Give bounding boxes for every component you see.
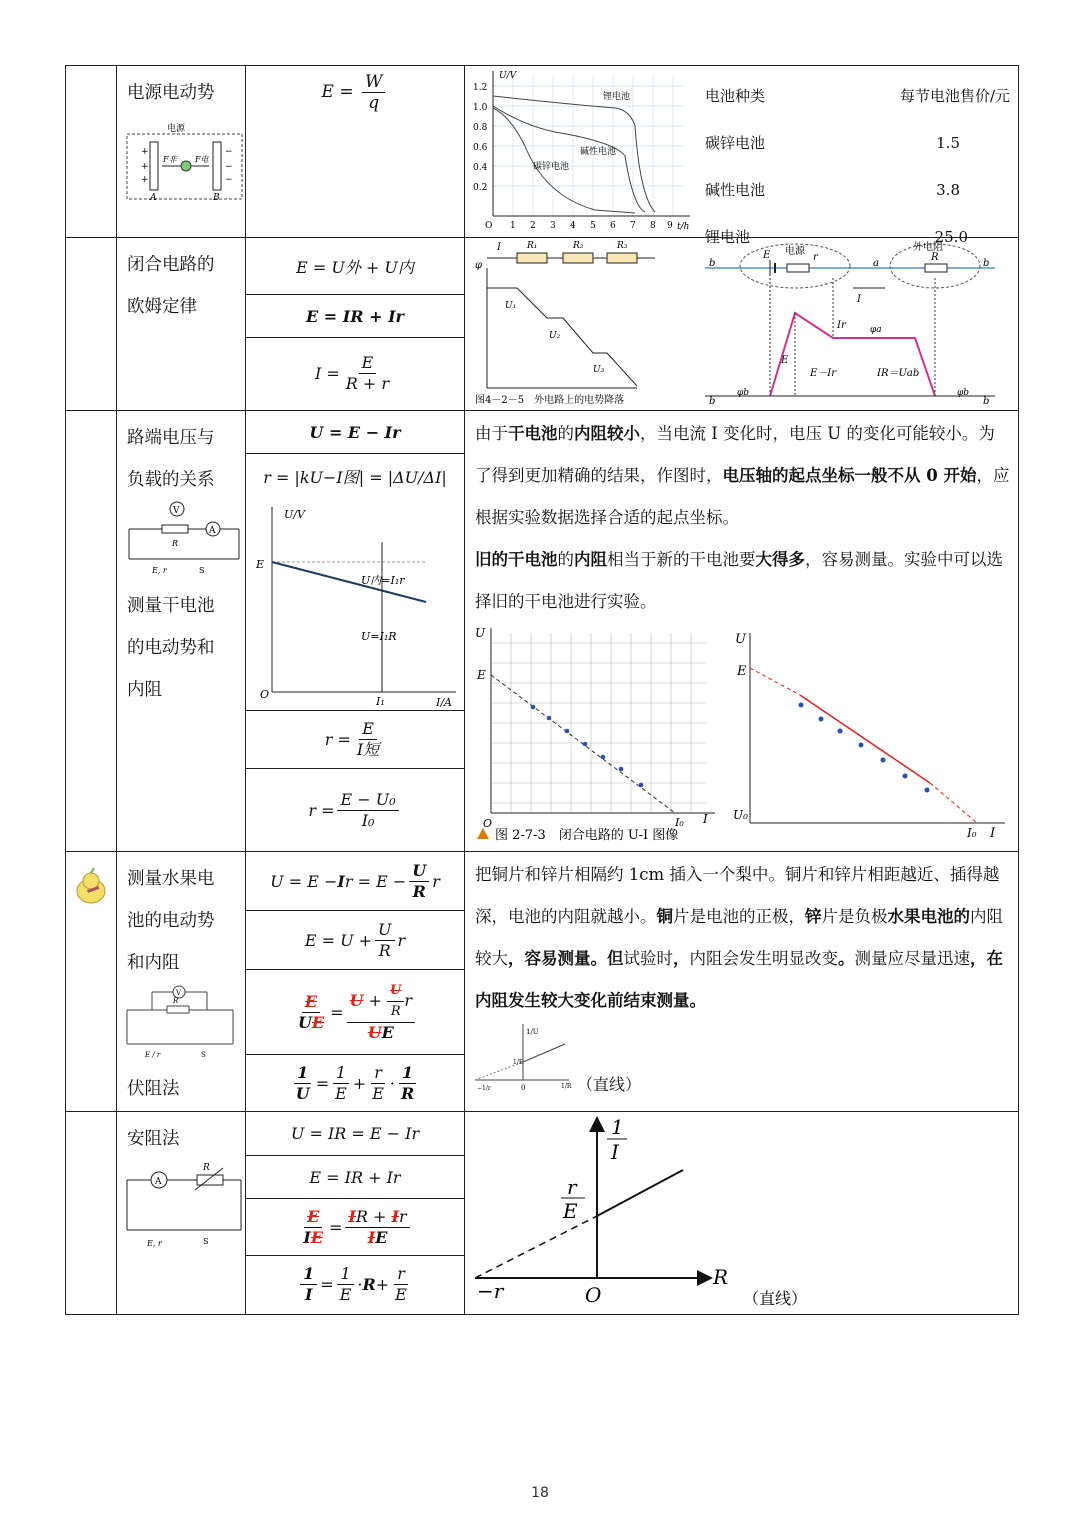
- formula-u-ir: U = IR = E − Ir: [246, 1112, 464, 1156]
- name-cell: [117, 66, 246, 238]
- svg-text:φ: φ: [475, 260, 483, 271]
- row-subtitle: 测量干电池 的电动势和 内阻: [127, 596, 215, 700]
- svg-text:−: −: [225, 162, 233, 172]
- svg-text:+: +: [141, 147, 149, 157]
- ui-line-graph: [246, 502, 462, 707]
- ui-grid-graphs: [465, 623, 1015, 841]
- formula-ratio-struck: $\frac{E}{IE}$ = $\frac{IR + Ir}{IE}$: [246, 1199, 464, 1256]
- battery-table-row: 锂电池 25.0: [705, 227, 968, 246]
- ui-graph-cell: [246, 454, 464, 711]
- svg-text:U/V: U/V: [499, 71, 517, 81]
- svg-text:E: E: [563, 1199, 578, 1223]
- svg-text:9: 9: [667, 221, 673, 231]
- svg-text:8: 8: [650, 221, 656, 231]
- line-note: （直线）: [577, 1075, 642, 1094]
- svg-text:R: R: [203, 1163, 210, 1173]
- svg-text:−1/r: −1/r: [477, 1085, 491, 1092]
- formula-slope: r = |kU−I图| = |ΔU/ΔI|: [263, 468, 447, 487]
- svg-text:U: U: [735, 632, 746, 647]
- svg-text:外电阻: 外电阻: [913, 242, 943, 253]
- svg-text:电源: 电源: [167, 124, 186, 134]
- svg-text:I: I: [857, 294, 861, 305]
- formula-cell: [246, 411, 465, 852]
- line-note: （直线）: [743, 1289, 808, 1308]
- svg-text:r: r: [813, 252, 818, 263]
- svg-text:S: S: [201, 1051, 206, 1059]
- formula-reciprocal-i: $\frac{1}{I}$ = $\frac{1}{E}$ · R + $\frac{r}{E}$: [246, 1256, 464, 1312]
- svg-text:A: A: [155, 1177, 162, 1187]
- svg-text:R: R: [713, 1265, 729, 1289]
- svg-text:5: 5: [590, 221, 596, 231]
- svg-text:R₃: R₃: [617, 241, 628, 251]
- svg-text:S: S: [203, 1237, 209, 1246]
- svg-text:+: +: [141, 175, 149, 185]
- name-cell: [117, 852, 246, 1112]
- icon-cell: [66, 66, 117, 238]
- formula-u-terminal: U = E − I r = E − $\frac{U}{R}$ r: [246, 852, 464, 911]
- svg-text:U₁: U₁: [505, 301, 517, 311]
- svg-text:V: V: [176, 989, 182, 997]
- svg-text:碱性电池: 碱性电池: [580, 147, 617, 157]
- icon-cell: [66, 1112, 117, 1315]
- name-cell: [117, 238, 246, 411]
- formula-reciprocal-u: $\frac{1}{U}$ = $\frac{1}{E}$ + $\frac{r}{E}$ · $\frac{1}{R}$: [295, 1062, 415, 1103]
- svg-text:b: b: [983, 396, 990, 406]
- svg-text:1/R: 1/R: [561, 1083, 572, 1090]
- svg-text:a: a: [873, 258, 879, 269]
- voltmeter-resistor-circuit: [117, 984, 243, 1064]
- formula-emf-sum: E = U外 + U内: [246, 238, 464, 295]
- svg-text:b: b: [983, 258, 990, 269]
- svg-text:E: E: [763, 250, 771, 261]
- svg-text:R: R: [931, 252, 939, 263]
- icon-cell: [66, 411, 117, 852]
- svg-text:−: −: [225, 175, 233, 185]
- summary-table: [65, 65, 1019, 1315]
- name-cell: [117, 1112, 246, 1315]
- formula-cell: [246, 1112, 465, 1315]
- svg-text:1/U: 1/U: [526, 1028, 539, 1036]
- svg-text:E / r: E / r: [145, 1051, 161, 1059]
- formula-cell: [246, 66, 465, 238]
- battery-table-row: 碱性电池 3.8: [705, 180, 960, 199]
- svg-text:1: 1: [611, 1115, 624, 1139]
- svg-text:锂电池: 锂电池: [603, 92, 631, 102]
- svg-text:−: −: [225, 147, 233, 157]
- svg-text:φb: φb: [737, 388, 750, 398]
- dry-cell-text-2: 旧的干电池的内阻相当于新的干电池要大得多，容易测量。实验中可以选择旧的干电池进行实验。: [475, 550, 1003, 611]
- icon-cell: [66, 238, 117, 411]
- battery-price-table: [705, 72, 1010, 260]
- svg-text:F电: F电: [195, 155, 209, 164]
- svg-text:I/A: I/A: [436, 696, 452, 707]
- svg-text:图4－2－5 外电路上的电势降落: 图4－2－5 外电路上的电势降落: [475, 395, 625, 406]
- svg-text:+: +: [141, 162, 149, 172]
- ammeter-resistor-circuit: [117, 1160, 243, 1250]
- svg-text:0.2: 0.2: [473, 183, 488, 193]
- row-title: 安阻法: [127, 1129, 180, 1149]
- svg-text:1: 1: [510, 221, 516, 231]
- svg-text:4: 4: [570, 221, 576, 231]
- dry-cell-text-1: 由于干电池的内阻较小，当电流 I 变化时，电压 U 的变化可能较小。为了得到更加精确的结果，作图时，电压轴的起点坐标一般不从 0 开始，应根据实验数据选择合适的起点坐标。: [475, 424, 1010, 527]
- svg-text:碳锌电池: 碳锌电池: [533, 162, 570, 172]
- potential-drop-figures: [465, 238, 1017, 406]
- icon-cell: [66, 852, 117, 1112]
- voltmeter-circuit-diagram: [117, 501, 243, 581]
- svg-text:U: U: [475, 626, 486, 640]
- svg-text:R₁: R₁: [527, 241, 538, 251]
- figure-cell: [465, 411, 1019, 852]
- svg-text:V: V: [173, 506, 180, 516]
- row-title: 路端电压与 负载的关系: [127, 428, 215, 490]
- inverse-u-graph-wrap: [465, 1022, 1018, 1102]
- svg-text:R: R: [173, 997, 179, 1005]
- svg-text:O: O: [483, 817, 493, 830]
- svg-text:A: A: [209, 526, 216, 536]
- svg-text:I: I: [611, 1140, 619, 1164]
- svg-text:7: 7: [630, 221, 636, 231]
- formula-e-current: E = IR + Ir: [246, 1156, 464, 1199]
- page-number: 18: [531, 1485, 549, 1501]
- svg-text:A: A: [150, 193, 157, 203]
- inverse-u-graph: [473, 1022, 573, 1102]
- name-cell: [117, 411, 246, 852]
- formula-e-voltage: E = U + $\frac{U}{R}$ r: [246, 911, 464, 970]
- figure-cell: [465, 238, 1019, 411]
- formula-current: I = $\frac{E}{R + r}$: [314, 352, 390, 393]
- battery-table-header: 电池种类 每节电池售价/元: [705, 87, 1010, 105]
- svg-text:R: R: [172, 539, 179, 548]
- svg-text:b: b: [709, 258, 716, 269]
- svg-text:B: B: [213, 193, 220, 203]
- svg-text:U₃: U₃: [593, 365, 605, 375]
- svg-text:0.6: 0.6: [473, 143, 488, 153]
- svg-text:R₂: R₂: [573, 241, 584, 251]
- svg-text:0.8: 0.8: [473, 123, 488, 133]
- pear-icon: [71, 866, 111, 906]
- battery-discharge-graph: [465, 66, 705, 231]
- svg-text:6: 6: [610, 221, 616, 231]
- row-title: 电源电动势: [127, 83, 215, 103]
- svg-text:U₂: U₂: [549, 331, 561, 341]
- svg-text:−r: −r: [477, 1279, 504, 1303]
- formula-cell: [246, 852, 465, 1112]
- svg-text:φb: φb: [957, 388, 970, 398]
- svg-text:O: O: [260, 688, 270, 701]
- svg-text:1.2: 1.2: [473, 83, 488, 93]
- svg-text:S: S: [199, 566, 205, 575]
- svg-text:1/E: 1/E: [513, 1059, 524, 1066]
- svg-text:IR＝Uab: IR＝Uab: [877, 368, 920, 379]
- formula-short-circuit: r = $\frac{E}{\text{I短}}$: [246, 711, 464, 769]
- fruit-cell-text: 把铜片和锌片相隔约 1cm 插入一个梨中。铜片和锌片相距越近、插得越深，电池的内阻就越小。铜片是电池的正极，锌片是负极水果电池的内阻较大，容易测量。但试验时，内阻会发生明显改变。测量应尽量迅速，在内阻发生较大变化前结束测量。: [475, 865, 1003, 1010]
- svg-text:E, r: E, r: [147, 1239, 162, 1248]
- emf-formula: E = $\frac{W}{q}$: [246, 66, 464, 113]
- formula-ratio-struck: $\frac{E}{UE}$ = U + $\frac{U}{R}$ r UE: [246, 970, 464, 1055]
- svg-text:O: O: [485, 221, 493, 231]
- svg-text:I₀: I₀: [967, 826, 977, 840]
- svg-text:3: 3: [550, 221, 556, 231]
- svg-text:图 2-7-3 闭合电路的 U-I 图像: 图 2-7-3 闭合电路的 U-I 图像: [495, 828, 679, 841]
- formula-emf-ir: E = IR + Ir: [246, 295, 464, 338]
- svg-text:电源: 电源: [785, 246, 805, 257]
- row-title: 测量水果电 池的电动势 和内阻: [127, 869, 215, 973]
- method-label: 伏阻法: [127, 1079, 180, 1099]
- svg-text:E: E: [737, 664, 747, 679]
- svg-text:1.0: 1.0: [473, 103, 488, 113]
- svg-text:0.4: 0.4: [473, 163, 488, 173]
- svg-text:I: I: [703, 812, 708, 826]
- svg-text:I: I: [497, 242, 501, 253]
- svg-text:U₀: U₀: [733, 808, 748, 822]
- svg-text:I: I: [990, 826, 996, 841]
- figure-cell: [465, 852, 1019, 1112]
- svg-text:φa: φa: [870, 325, 882, 335]
- svg-text:U内=I₁r: U内=I₁r: [361, 574, 405, 587]
- svg-text:2: 2: [530, 221, 536, 231]
- svg-text:I₀: I₀: [675, 816, 684, 829]
- svg-text:U=I₁R: U=I₁R: [361, 630, 397, 643]
- svg-text:I₁: I₁: [376, 695, 385, 707]
- svg-text:r: r: [567, 1175, 577, 1199]
- svg-text:U/V: U/V: [284, 508, 305, 521]
- row-title: 闭合电路的欧姆定律: [127, 255, 215, 317]
- formula-cell: [246, 238, 465, 411]
- battery-force-diagram: [117, 114, 243, 204]
- svg-text:O: O: [585, 1283, 602, 1307]
- figure-cell: [465, 1112, 1019, 1315]
- battery-table-row: 碳锌电池 1.5: [705, 133, 960, 152]
- svg-text:t/h: t/h: [677, 222, 690, 231]
- formula-r-u0: r = $\frac{\text{E − U₀}}{\text{I₀}}$: [246, 769, 464, 851]
- svg-text:F非: F非: [163, 155, 177, 164]
- svg-text:E: E: [781, 355, 789, 366]
- svg-text:Ir: Ir: [837, 320, 846, 331]
- svg-text:E: E: [477, 668, 486, 682]
- formula-terminal-voltage: U = E − Ir: [246, 411, 464, 454]
- svg-text:E: E: [256, 558, 265, 571]
- inverse-i-graph: [465, 1112, 1017, 1310]
- svg-text:E, r: E, r: [152, 566, 167, 575]
- svg-text:0: 0: [521, 1084, 526, 1092]
- svg-text:b: b: [709, 396, 716, 406]
- svg-text:E－Ir: E－Ir: [810, 368, 837, 379]
